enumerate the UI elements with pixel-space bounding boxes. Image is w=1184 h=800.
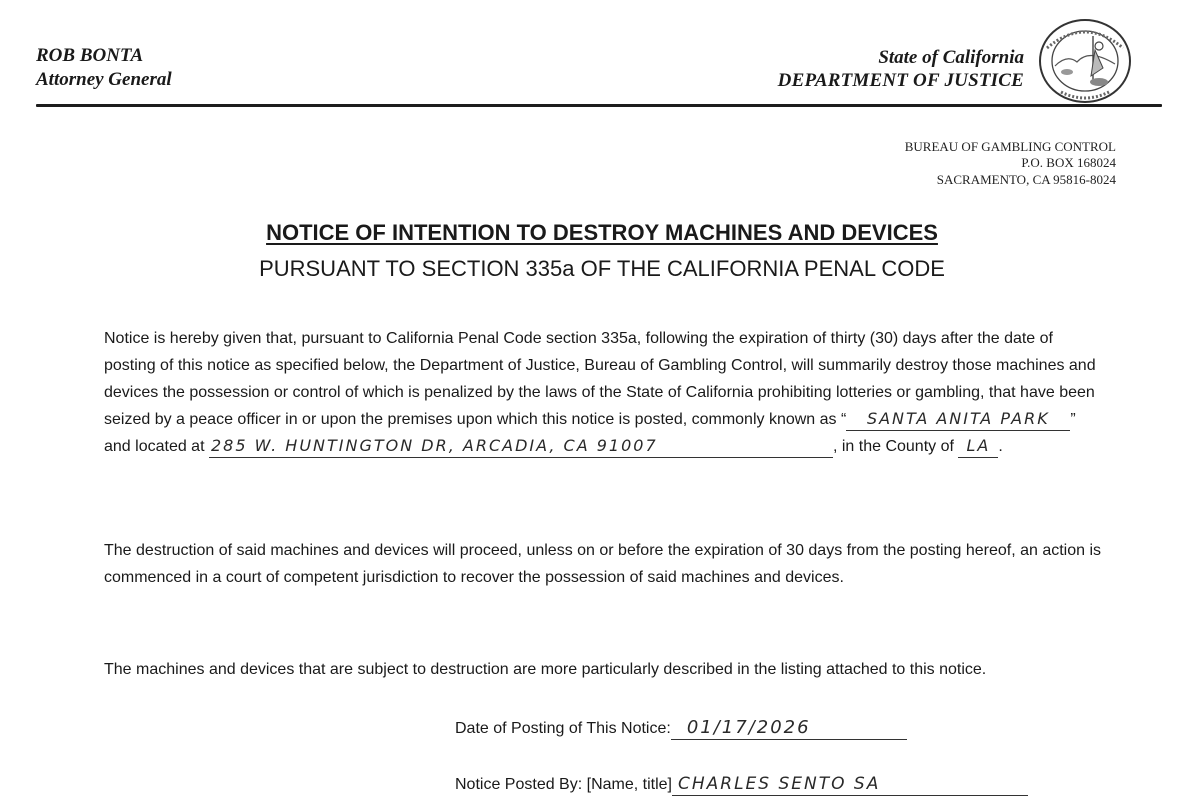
county-field: LA — [958, 436, 998, 458]
posted-by-label: Notice Posted By: [Name, title] — [455, 776, 672, 793]
premises-address-field: 285 W. HUNTINGTON DR, ARCADIA, CA 91007 — [209, 436, 833, 458]
city-state-zip: SACRAMENTO, CA 95816-8024 — [936, 172, 1116, 187]
notice-paragraph-1: Notice is hereby given that, pursuant to California Penal Code section 335a, following the expiration of thirty (30) days after the date of posting of this notice as specified below, the Department of Justice, Bureau of Gambling Control, will summarily destroy those machines and devices the possession or control of which is penalized by the laws of the State of California prohibiting lotteries or gambling, that have been seized by a peace officer in or upon the premises upon which this notice is posted, commonly known as “ SANTA ANITA PARK ” and located at 285 W. HUNTINGTON DR, ARCADIA, CA 91007 , in the County of LA . — [104, 325, 1104, 460]
attorney-general-name: ROB BONTA — [36, 45, 144, 66]
notice-paragraph-3: The machines and devices that are subject to destruction are more particularly described in the listing attached to this notice. — [104, 661, 987, 678]
posting-date-row — [455, 717, 907, 741]
po-box: P.O. BOX 168024 — [1021, 155, 1116, 170]
posted-by-row — [455, 773, 1028, 797]
notice-subtitle: PURSUANT TO SECTION 335a OF THE CALIFORNIA PENAL CODE — [259, 256, 945, 281]
state-name: State of California — [878, 47, 1024, 68]
state-seal-icon — [1037, 18, 1133, 104]
bureau-name: BUREAU OF GAMBLING CONTROL — [904, 139, 1116, 154]
premises-name-field: SANTA ANITA PARK — [846, 409, 1070, 431]
notice-title: NOTICE OF INTENTION TO DESTROY MACHINES AND DEVICES — [266, 220, 938, 245]
department-name: DEPARTMENT OF JUSTICE — [777, 70, 1024, 91]
posted-by-field: CHARLES SENTO SA — [672, 774, 1028, 796]
attorney-general-title: Attorney General — [36, 69, 172, 90]
posting-date-label: Date of Posting of This Notice: — [455, 720, 671, 737]
notice-paragraph-2: The destruction of said machines and devices will proceed, unless on or before the expiration of 30 days from the posting hereof, an action is commenced in a court of competent jurisdiction to recover the possession of said machines and devices. — [104, 542, 1102, 586]
posting-date-field: 01/17/2026 — [671, 718, 907, 740]
letterhead-divider — [36, 104, 1162, 107]
